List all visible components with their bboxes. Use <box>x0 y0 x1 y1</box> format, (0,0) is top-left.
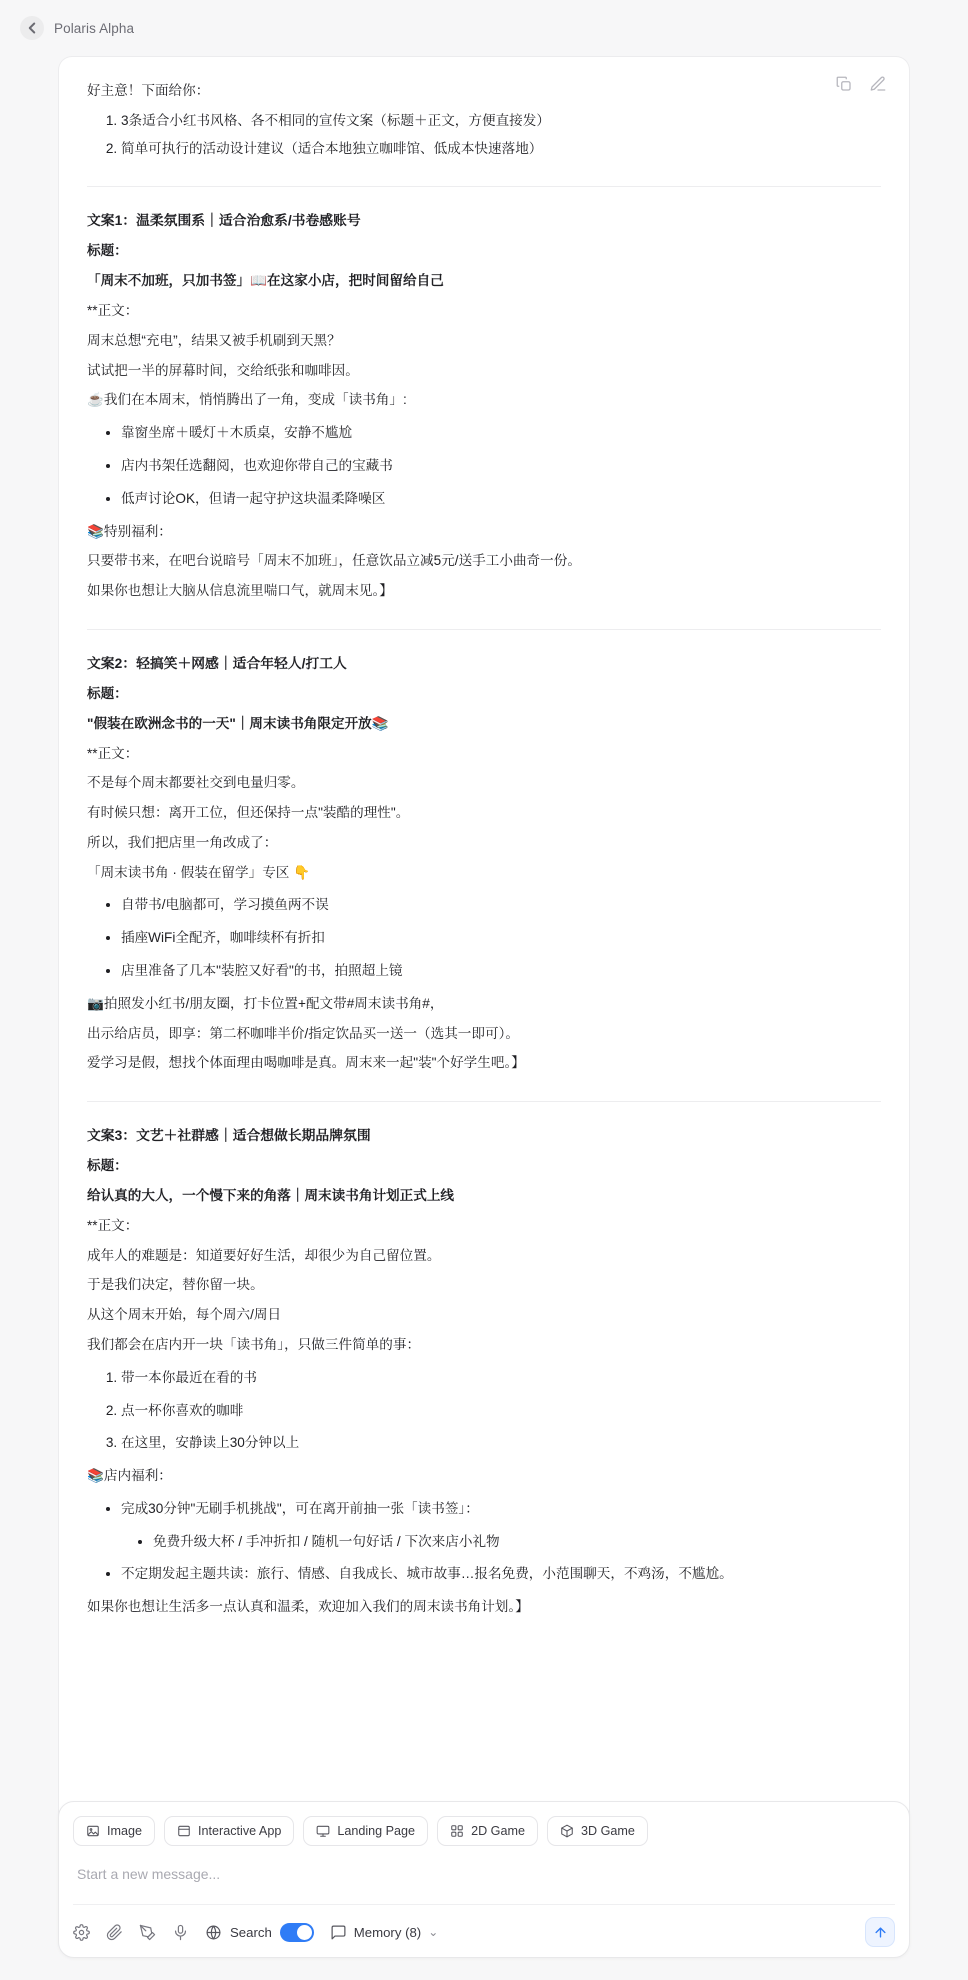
message-content <box>87 79 881 1619</box>
list-item <box>121 1497 881 1554</box>
title-label: 标题： <box>87 243 128 259</box>
title-label: 标题： <box>87 686 128 701</box>
perk-label: 📚店内福利： <box>87 1468 172 1484</box>
divider <box>87 186 881 187</box>
body-intro: 从这个周末开始，每个周六/周日 <box>87 1307 282 1323</box>
list-item: • 不定期发起主题共读：旅行、情感、自我成长、城市故事…报名免费，小范围聊天，不鸡汤，不尴尬。 <box>121 1562 881 1586</box>
list-item: • 自带书/电脑都可，学习摸鱼两不误 <box>121 893 881 917</box>
chip-image[interactable] <box>73 1816 155 1846</box>
list-item: • 靠窗坐席＋暖灯＋木质桌，安静不尴尬 <box>121 421 881 445</box>
body-label: **正文： <box>87 303 139 319</box>
chip-label: Image <box>107 1823 143 1838</box>
back-chevron-icon <box>23 19 41 37</box>
copy-section-1 <box>87 209 881 603</box>
body-line: 有时候只想：离开工位，但还保持一点"装酷的理性"。 <box>87 805 410 821</box>
memory-label: Memory (8) <box>353 1924 422 1940</box>
perk-label: 📷拍照发小红书/朋友圈，打卡位置+配文带#周末读书角#， <box>87 995 444 1011</box>
chip-interactive-app[interactable] <box>164 1816 294 1846</box>
assistant-message-card <box>58 56 910 1836</box>
copy-section-2 <box>87 652 881 1075</box>
body-line: 于是我们决定，替你留一块。 <box>87 1277 264 1293</box>
divider <box>87 1101 881 1102</box>
closing-line: 如果你也想让生活多一点认真和温柔，欢迎加入我们的周末读书角计划。】 <box>87 1599 529 1615</box>
body-intro: 所以，我们把店里一角改成了： <box>87 834 278 850</box>
perk-text: 只要带书来，在吧台说暗号「周末不加班」，任意饮品立减5元/送手工小曲奇一份。 <box>87 553 581 569</box>
perk-sub-bullets <box>121 1530 881 1554</box>
chat-header <box>0 0 968 56</box>
globe-icon <box>205 1924 222 1941</box>
composer-divider <box>73 1904 895 1905</box>
list-item: 1. 3条适合小红书风格、各不相同的宣传文案（标题＋正文，方便直接发） <box>121 109 881 133</box>
perk-label: 📚特别福利： <box>87 523 172 539</box>
body-intro-2: 我们都会在店内开一块「读书角」，只做三件简单的事： <box>87 1336 421 1352</box>
chip-2d-game[interactable] <box>437 1816 538 1846</box>
microphone-icon[interactable] <box>172 1924 189 1941</box>
body-label: **正文： <box>87 1217 139 1233</box>
body-line: 不是每个周末都要社交到电量归零。 <box>87 775 305 791</box>
overview-list <box>87 109 881 161</box>
section-heading: 文案2：轻搞笑＋网感｜适合年轻人/打工人 <box>87 655 347 671</box>
message-composer <box>58 1801 910 1958</box>
send-button[interactable] <box>865 1917 895 1947</box>
body-line: 周末总想“充电”，结果又被手机刷到天黑？ <box>87 332 341 348</box>
body-intro: ☕我们在本周末，悄悄腾出了一角，变成「读书角」: <box>87 392 407 408</box>
closing-line: 如果你也想让大脑从信息流里喘口气，就周末见。】 <box>87 583 393 599</box>
search-label: Search <box>230 1924 272 1940</box>
feature-bullets <box>87 893 881 982</box>
list-item: • 店内书架任选翻阅，也欢迎你带自己的宝藏书 <box>121 454 881 478</box>
title-label: 标题： <box>87 1158 128 1174</box>
image-icon <box>86 1824 100 1838</box>
composer-toolbar <box>73 1913 895 1947</box>
feature-bullets <box>87 421 881 510</box>
send-arrow-icon <box>873 1925 888 1940</box>
chip-label: Landing Page <box>337 1823 416 1838</box>
chat-title: Polaris Alpha <box>54 20 135 36</box>
cube-icon <box>560 1824 574 1838</box>
monitor-icon <box>316 1824 330 1838</box>
steps-list <box>87 1366 881 1455</box>
chip-label: 3D Game <box>580 1823 635 1838</box>
title-text: 「周末不加班，只加书签」📖在这家小店，把时间留给自己 <box>87 273 444 289</box>
copy-icon[interactable] <box>835 75 853 93</box>
toggle-knob <box>297 1925 312 1940</box>
body-line: 试试把一半的屏幕时间，交给纸张和咖啡因。 <box>87 362 359 378</box>
list-item: 2. 点一杯你喜欢的咖啡 <box>121 1399 881 1423</box>
list-item: 1. 带一本你最近在看的书 <box>121 1366 881 1390</box>
memory-button[interactable] <box>330 1924 438 1941</box>
list-item: 3. 在这里，安静读上30分钟以上 <box>121 1431 881 1455</box>
perk-text: 出示给店员，即享：第二杯咖啡半价/指定饮品买一送一（选其一即可）。 <box>87 1025 519 1041</box>
pen-icon[interactable] <box>139 1924 156 1941</box>
list-item: • 插座WiFi全配齐，咖啡续杯有折扣 <box>121 926 881 950</box>
title-text: "假装在欧洲念书的一天"｜周末读书角限定开放📚 <box>87 715 389 731</box>
chip-label: Interactive App <box>198 1823 282 1838</box>
chip-3d-game[interactable] <box>547 1816 648 1846</box>
chip-landing-page[interactable] <box>303 1816 428 1846</box>
body-line: 成年人的难题是：知道要好好生活，却很少为自己留位置。 <box>87 1247 441 1263</box>
list-item-text: 完成30分钟"无刷手机挑战"，可在离开前抽一张「读书签」： <box>121 1500 479 1516</box>
copy-section-3 <box>87 1124 881 1619</box>
quick-action-chips <box>73 1816 895 1846</box>
divider <box>87 629 881 630</box>
search-toggle-group[interactable] <box>205 1923 314 1942</box>
list-item: • 免费升级大杯 / 手冲折扣 / 随机一句好话 / 下次来店小礼物 <box>153 1530 881 1554</box>
chip-label: 2D Game <box>471 1823 525 1838</box>
attachment-icon[interactable] <box>106 1924 123 1941</box>
closing-line: 爱学习是假，想找个体面理由喝咖啡是真。周末来一起"装"个好学生吧。】 <box>87 1055 525 1071</box>
body-intro-2: 「周末读书角 · 假装在留学」专区 👇 <box>87 864 311 880</box>
message-input[interactable]: Start a new message... <box>77 1866 221 1882</box>
list-item: • 店里准备了几本"装腔又好看"的书，拍照超上镜 <box>121 959 881 983</box>
perk-bullets <box>87 1497 881 1586</box>
message-actions <box>835 75 887 93</box>
message-lead: 好主意！下面给你： <box>87 83 210 98</box>
search-toggle[interactable] <box>280 1923 314 1942</box>
edit-pencil-icon[interactable] <box>869 75 887 93</box>
back-button[interactable] <box>20 16 44 40</box>
body-label: **正文： <box>87 745 139 761</box>
chat-memory-icon <box>330 1924 347 1941</box>
section-heading: 文案1：温柔氛围系｜适合治愈系/书卷感账号 <box>87 213 361 229</box>
list-item: 2. 简单可执行的活动设计建议（适合本地独立咖啡馆、低成本快速落地） <box>121 137 881 161</box>
list-item: • 低声讨论OK，但请一起守护这块温柔降噪区 <box>121 487 881 511</box>
section-heading: 文案3：文艺＋社群感｜适合想做长期品牌氛围 <box>87 1128 371 1144</box>
title-text: 给认真的大人，一个慢下来的角落｜周末读书角计划正式上线 <box>87 1188 455 1204</box>
settings-icon[interactable] <box>73 1924 90 1941</box>
app-window-icon <box>177 1824 191 1838</box>
grid-icon <box>450 1824 464 1838</box>
chevron-down-icon: ⌄ <box>428 1925 439 1939</box>
